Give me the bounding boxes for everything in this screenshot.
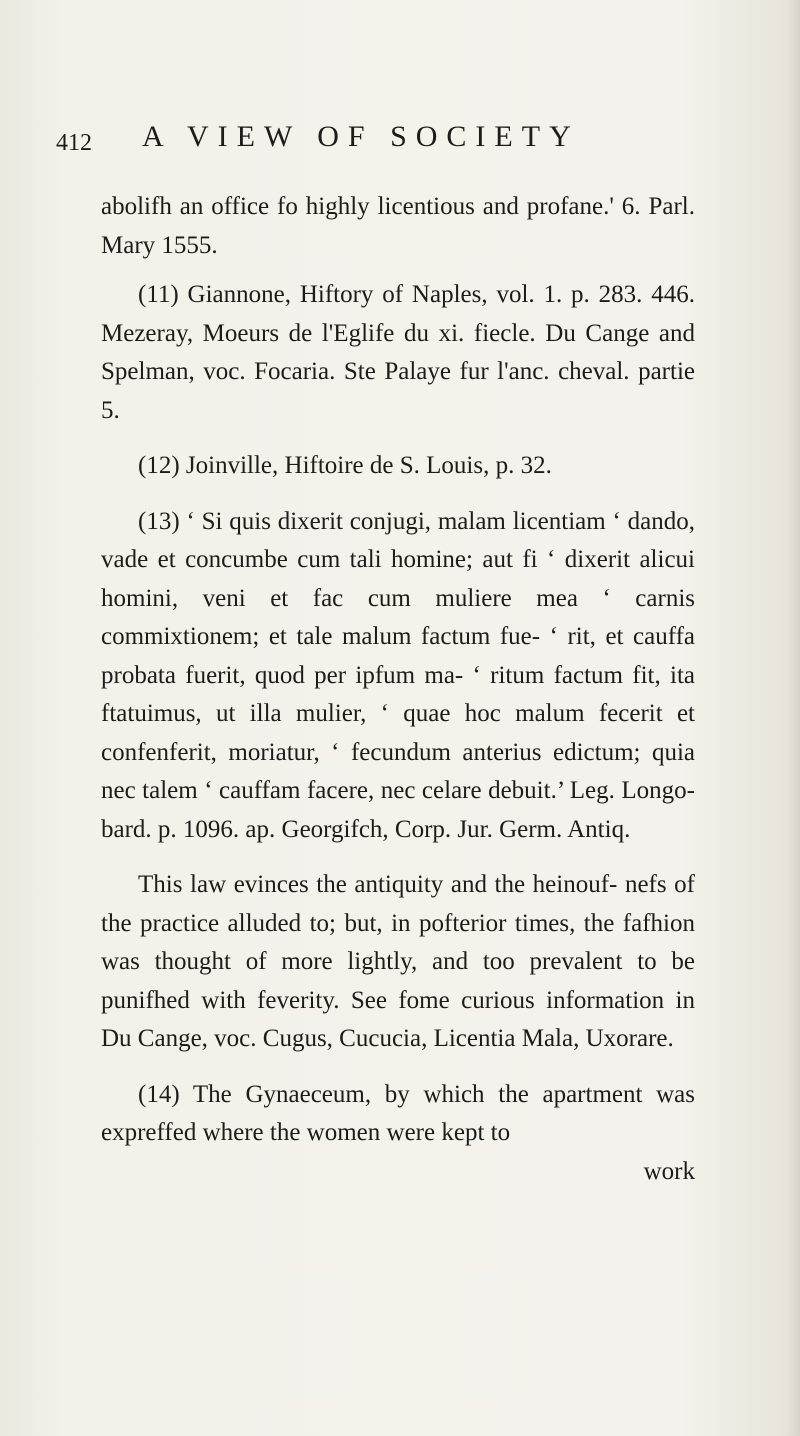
commentary-paragraph: This law evinces the antiquity and the heinouf- nefs of the practice alluded to; but, in pofterior times, the fafhion was thought of more lightly, and too prevalent to be punifhed with feverity. See fome curious information in Du Cange, voc. Cugus, Cucucia, Licentia Mala, Uxorare.: [101, 871, 695, 1052]
note-14: (14) The Gynaeceum, by which the apartment was expreffed where the women were kept to: [101, 1080, 695, 1146]
page-edge-shadow: [786, 0, 800, 1436]
note-continuation: abolifh an office fo highly licentious and profane.' 6. Parl. Mary 1555.: [101, 193, 695, 259]
note-11: (11) Giannone, Hiftory of Naples, vol. 1. p. 283. 446. Mezeray, Moeurs de l'Eglife du xi. fiecle. Du Cange and Spelman, voc. Focaria. Ste Palaye fur l'anc. cheval. partie 5.: [101, 281, 695, 424]
note-13: (13) ‘ Si quis dixerit conjugi, malam licentiam ‘ dando, vade et concumbe cum tali homine; aut fi ‘ dixerit alicui homini, veni et fac cum muliere mea ‘ carnis commixtionem; et tale malum factum fue- ‘ rit, et cauffa probata fuerit, quod per ipfum ma- ‘ ritum factum fit, ita ftatuimus, ut illa mulier, ‘ quae hoc malum fecerit et confenferit, moriatur, ‘ fecundum anterius edictum; quia nec talem ‘ cauffam facere, nec celare debuit.’ Leg. Longo- bard. p. 1096. ap. Georgifch, Corp. Jur. Germ. Antiq.: [101, 507, 695, 843]
page-number: 412: [56, 130, 92, 156]
page-header: [56, 120, 756, 164]
footnotes-text: [101, 188, 695, 1191]
running-head: A VIEW OF SOCIETY: [142, 120, 580, 153]
catchword: work: [643, 1157, 695, 1185]
note-12: (12) Joinville, Hiftoire de S. Louis, p. 32.: [138, 452, 552, 479]
